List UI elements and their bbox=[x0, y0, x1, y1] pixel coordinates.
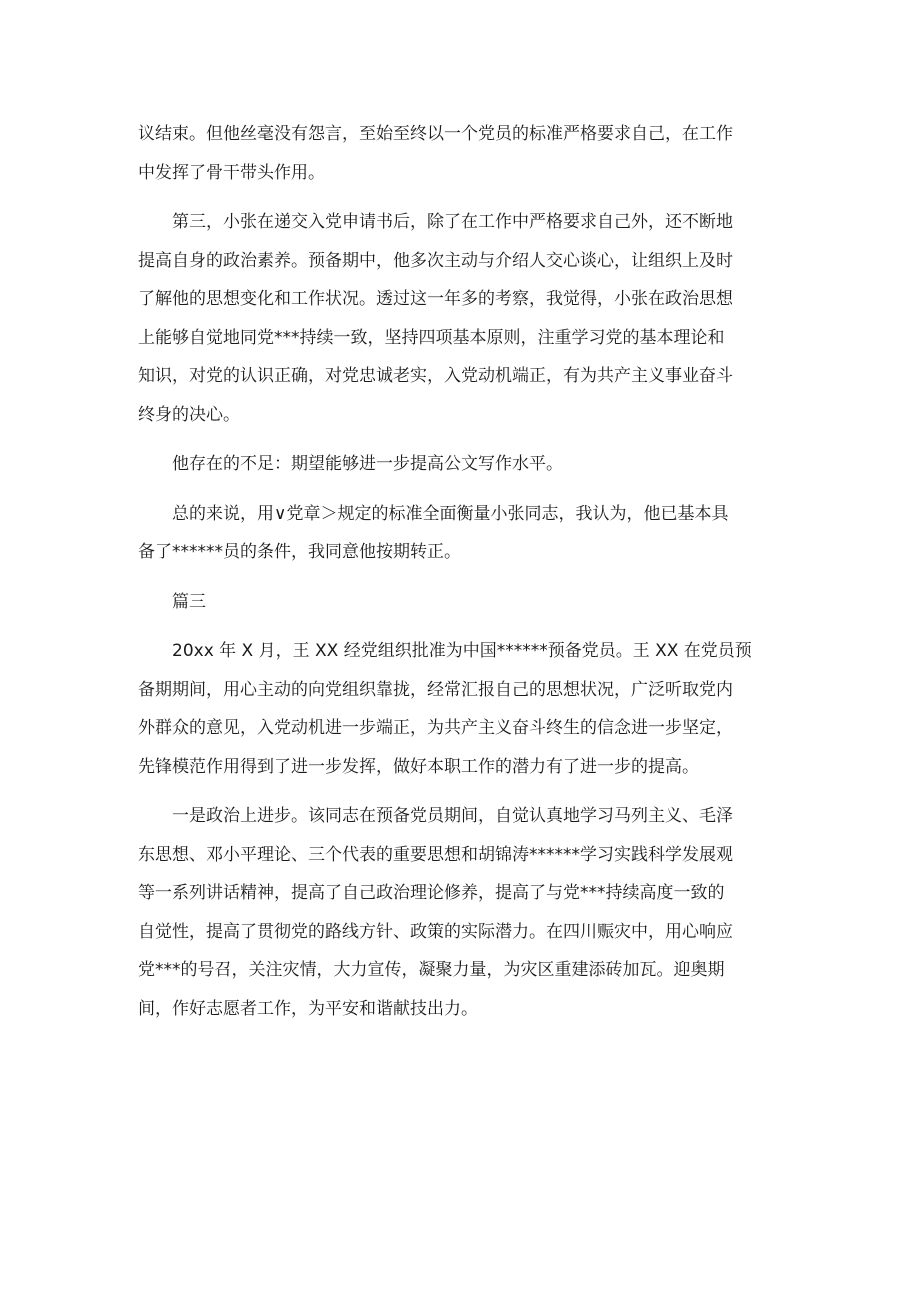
text-line: 自觉性，提高了贯彻党的路线方针、政策的实际潜力。在四川赈灾中，用心响应 bbox=[138, 921, 733, 942]
text-line: 提高自身的政治素养。预备期中，他多次主动与介绍人交心谈心，让组织上及时 bbox=[138, 250, 733, 271]
text-line: 先锋模范作用得到了进一步发挥，做好本职工作的潜力有了进一步的提高。 bbox=[138, 756, 699, 777]
paragraph-start-line: 总的来说，用∨党章＞规定的标准全面衡量小张同志，我认为，他已基本具 bbox=[172, 503, 729, 524]
text-line: 外群众的意见，入党动机进一步端正，为共产主义奋斗终生的信念进一步坚定， bbox=[138, 718, 733, 738]
text-line: 终身的决心。 bbox=[138, 404, 240, 425]
text-line: 知识，对党的认识正确，对党忠诚老实，入党动机端正，有为共产主义事业奋斗 bbox=[138, 366, 733, 386]
text-line: 中发挥了骨干带头作用。 bbox=[138, 162, 325, 183]
text-line: 上能够自觉地同党***持续一致，坚持四项基本原则，注重学习党的基本理论和 bbox=[138, 327, 725, 348]
text-line: 备期期间，用心主动的向党组织靠拢，经常汇报自己的思想状况，广泛听取党内 bbox=[138, 679, 733, 700]
text-line: 党***的号召，关注灾情，大力宣传，凝聚力量，为灾区重建添砖加瓦。迎奥期 bbox=[138, 960, 725, 980]
paragraph-start-line: 第三，小张在递交入党申请书后，除了在工作中严格要求自己外，还不断地 bbox=[172, 212, 733, 232]
section-heading: 篇三 bbox=[172, 591, 206, 612]
document-body bbox=[138, 115, 798, 1028]
text-line: 东思想、邓小平理论、三个代表的重要思想和胡锦涛******学习实践科学发展观 bbox=[138, 844, 733, 865]
text-line: 备了******员的条件，我同意他按期转正。 bbox=[138, 542, 461, 562]
text-line: 议结束。但他丝毫没有怨言，至始至终以一个党员的标准严格要求自己，在工作 bbox=[138, 124, 733, 144]
paragraph-start-line: 他存在的不足：期望能够进一步提高公文写作水平。 bbox=[172, 454, 563, 474]
paragraph-start-line: 20xx 年 X 月，王 XX 经党组织批准为中国******预备党员。王 XX 在党员预 bbox=[172, 641, 752, 661]
text-line: 间，作好志愿者工作，为平安和谐献技出力。 bbox=[138, 998, 478, 1019]
text-line: 了解他的思想变化和工作状况。透过这一年多的考察，我觉得，小张在政治思想 bbox=[138, 289, 733, 309]
paragraph-start-line: 一是政治上进步。该同志在预备党员期间，自觉认真地学习马列主义、毛泽 bbox=[172, 806, 733, 826]
text-line: 等一系列讲话精神，提高了自己政治理论修养，提高了与党***持续高度一致的 bbox=[138, 883, 725, 903]
